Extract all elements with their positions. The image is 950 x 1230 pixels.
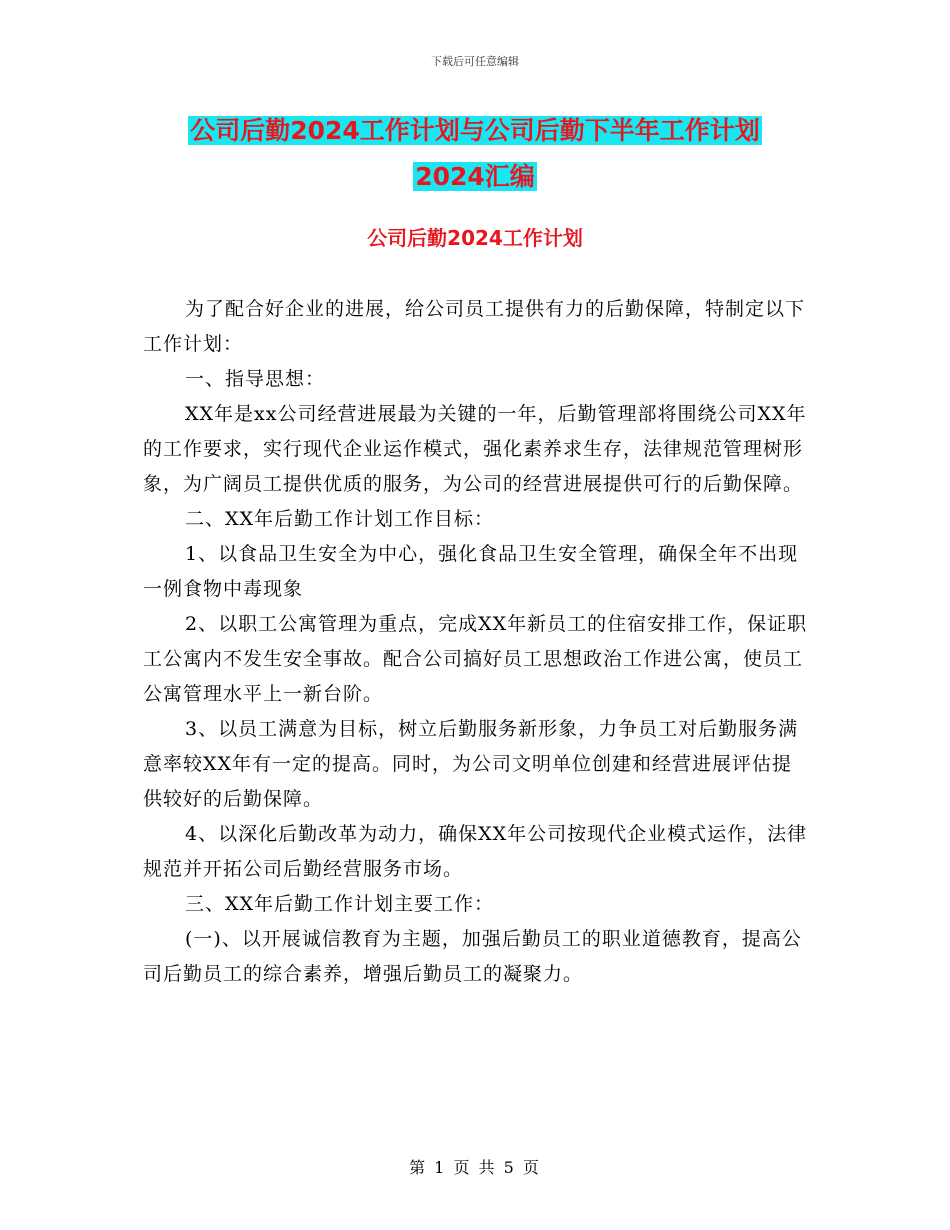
- paragraph-intro: 为了配合好企业的进展，给公司员工提供有力的后勤保障，特制定以下工作计划：: [143, 298, 806, 355]
- paragraph-goal-4: 4、以深化后勤改革为动力，确保XX年公司按现代企业模式运作，法律规范并开拓公司后勤经营服务市场。: [143, 823, 808, 880]
- heading-guiding-thought: 一、指导思想：: [185, 368, 326, 390]
- page-number: 第 1 页 共 5 页: [409, 1158, 541, 1177]
- section-title: 公司后勤2024工作计划: [367, 226, 583, 250]
- document-title: [0, 108, 950, 200]
- paragraph-goal-3: 3、以员工满意为目标，树立后勤服务新形象，力争员工对后勤服务满意率较XX年有一定的提高。同时，为公司文明单位创建和经营进展评估提供较好的后勤保障。: [143, 718, 799, 810]
- header-note: 下载后可任意编辑: [431, 55, 519, 68]
- heading-work-goals: 二、XX年后勤工作计划工作目标：: [185, 508, 495, 530]
- paragraph-goal-1: 1、以食品卫生安全为中心，强化食品卫生安全管理，确保全年不出现一例食物中毒现象: [143, 543, 799, 600]
- paragraph-main-work-1: (一)、以开展诚信教育为主题，加强后勤员工的职业道德教育，提高公司后勤员工的综合素养，增强后勤员工的凝聚力。: [143, 928, 802, 985]
- heading-main-work: 三、XX年后勤工作计划主要工作：: [185, 893, 495, 915]
- document-body: [143, 292, 811, 992]
- paragraph-goal-2: 2、以职工公寓管理为重点，完成XX年新员工的住宿安排工作，保证职工公寓内不发生安全事故。配合公司搞好员工思想政治工作进公寓，使员工公寓管理水平上一新台阶。: [143, 613, 808, 705]
- paragraph-guiding-thought: XX年是xx公司经营进展最为关键的一年，后勤管理部将围绕公司XX年的工作要求，实行现代企业运作模式，强化素养求生存，法律规范管理树形象，为广阔员工提供优质的服务，为公司的经营进展提供可行的后勤保障。: [143, 403, 807, 495]
- title-line-2: 2024汇编: [415, 162, 535, 191]
- title-line-1: 公司后勤2024工作计划与公司后勤下半年工作计划: [190, 116, 760, 145]
